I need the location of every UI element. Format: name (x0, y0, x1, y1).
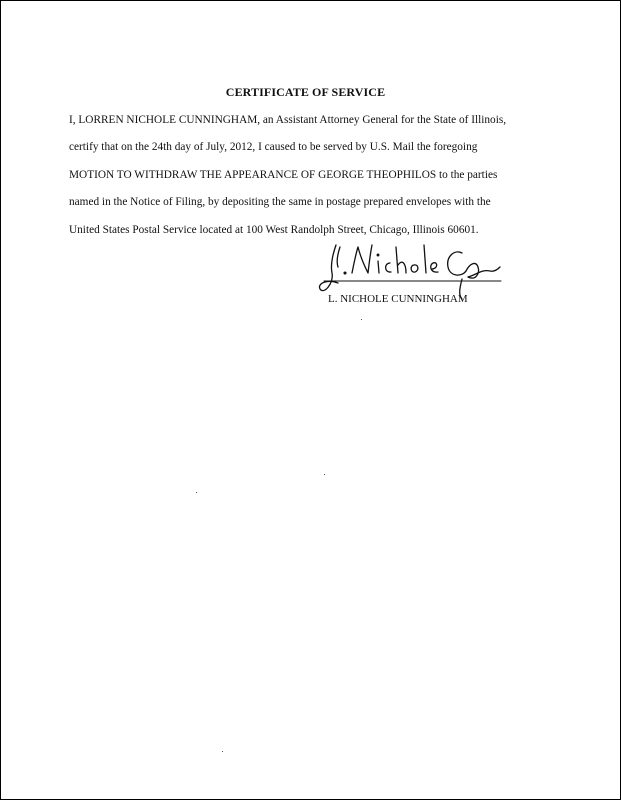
scan-speck (222, 751, 223, 752)
body-line-3: MOTION TO WITHDRAW THE APPEARANCE OF GEORGE THEOPHILOS to the parties (69, 169, 498, 181)
scan-speck (361, 319, 362, 320)
scan-speck (324, 474, 325, 475)
page-title: CERTIFICATE OF SERVICE (225, 85, 386, 99)
body-line-4: named in the Notice of Filing, by depositing the same in postage prepared envelopes with the (69, 196, 491, 208)
handwritten-signature (316, 239, 506, 301)
body-line-2: certify that on the 24th day of July, 2012, I caused to be served by U.S. Mail the foregoing (69, 141, 478, 153)
signer-printed-name: L. NICHOLE CUNNINGHAM (328, 293, 468, 305)
scan-speck (196, 492, 197, 493)
body-line-1: I, LORREN NICHOLE CUNNINGHAM, an Assistant Attorney General for the State of Illinois, (69, 114, 507, 126)
body-line-5: United States Postal Service located at 100 West Randolph Street, Chicago, Illinois 60601. (69, 224, 479, 236)
